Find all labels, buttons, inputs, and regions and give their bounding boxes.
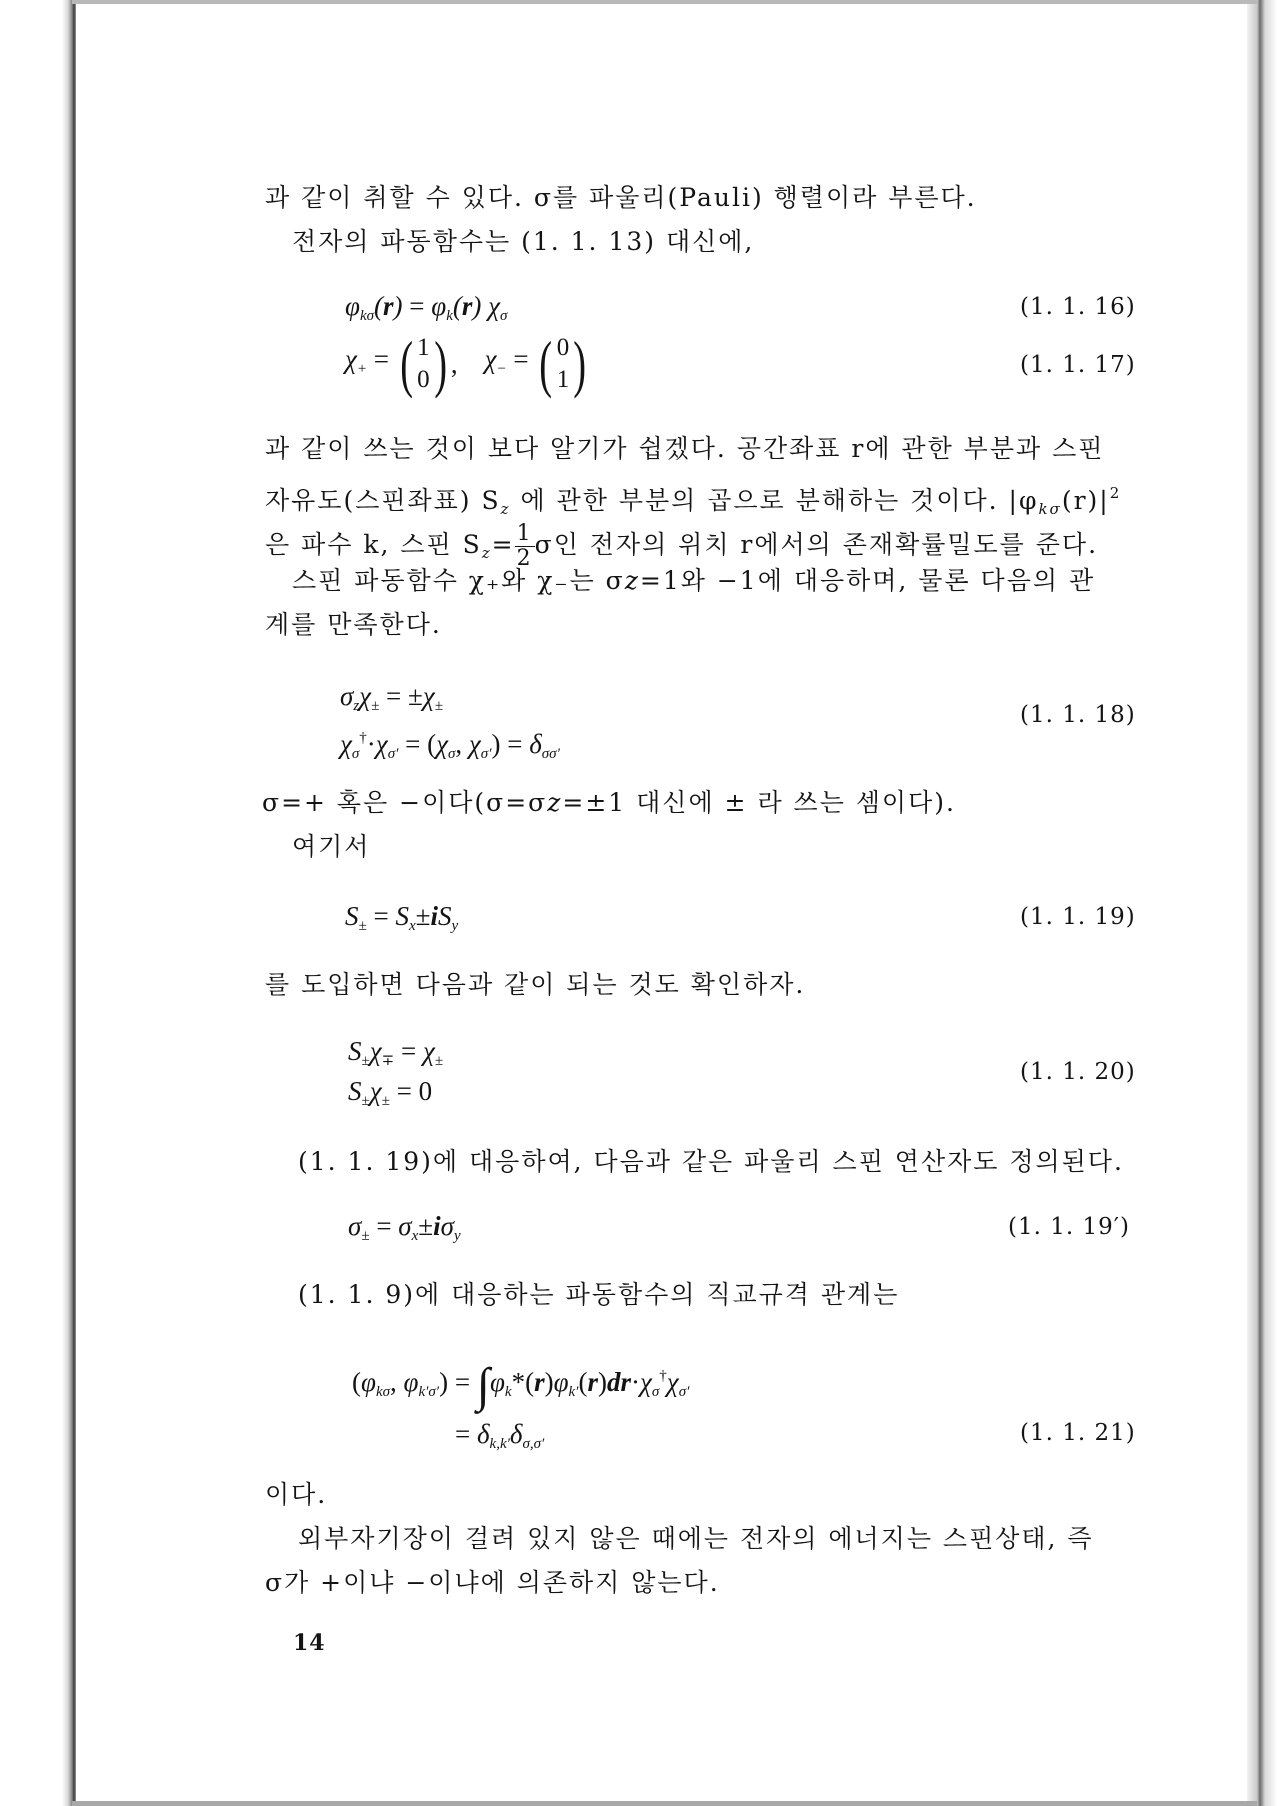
text-line: 여기서 (292, 832, 371, 861)
text-line: σ가 +이냐 −이냐에 의존하지 않는다. (265, 1568, 720, 1597)
text-line: (1. 1. 9)에 대응하는 파동함수의 직교규격 관계는 (298, 1280, 900, 1309)
equation-1-1-19-prime: $\sigma_\pm = \sigma_x\pm i\sigma_y$ (348, 1211, 461, 1244)
equation-number: (1. 1. 21) (1020, 1420, 1136, 1446)
equation-number: (1. 1. 18) (1020, 702, 1136, 728)
text-line: (1. 1. 19)에 대응하여, 다음과 같은 파울리 스핀 연산자도 정의된다. (298, 1147, 1124, 1176)
text-line: σ=+ 혹은 −이다(σ=σ𝑧=±1 대신에 ± 라 쓰는 셈이다). (262, 788, 956, 817)
equation-1-1-17: $\chi_+$ = ( 1 0) , $\chi_-$ = ( 0 1) (345, 328, 587, 399)
text-line: 를 도입하면 다음과 같이 되는 것도 확인하자. (265, 970, 806, 999)
text-line: 전자의 파동함수는 (1. 1. 13) 대신에, (292, 227, 755, 256)
text-line: 스핀 파동함수 χ₊와 χ₋는 σ𝑧=1와 −1에 대응하며, 물론 다음의 관 (292, 566, 1096, 595)
equation-1-1-18-line2: $\chi_\sigma^\dagger\cdot\chi_{\sigma'} = (\chi_\sigma$, $\chi_{\sigma'}) = \delta_{\sigma\sigma'}$ (340, 729, 560, 762)
equation-1-1-20-line1: $S_\pm\chi_\mp = \chi_\pm$ (348, 1036, 444, 1069)
equation-1-1-20-line2: $S_\pm\chi_\pm = 0$ (348, 1076, 433, 1109)
fraction-one-half: $\frac{1}{2}$ (516, 521, 533, 571)
equation-1-1-19: $S_\pm = S_x\pm iS_y$ (345, 901, 459, 934)
equation-number: (1. 1. 19) (1020, 904, 1136, 930)
text-line: 외부자기장이 걸려 있지 않은 때에는 전자의 에너지는 스핀상태, 즉 (298, 1524, 1094, 1553)
page-number: 14 (293, 1630, 326, 1656)
equation-1-1-21-line1: ($\varphi_{k\sigma}$, $\varphi_{k'\sigma'}) = \int\varphi_k*(r)\varphi_{k'}(r)dr\cdot\chi_\sigma^\dagger\chi_{\sigma'}$ (352, 1359, 690, 1412)
text-line: 은 파수 k, 스핀 $S_z=$ $\frac{1}{2}$ σ인 전자의 위치 r에서의 존재확률밀도를 준다. (265, 521, 1099, 571)
equation-number: (1. 1. 17) (1020, 352, 1136, 378)
text-line: 자유도(스핀좌표) $S_z$ 에 관한 부분의 곱으로 분해하는 것이다. $|\varphi_{k\sigma}(r)|^2$ (265, 484, 1122, 518)
text-line: 계를 만족한다. (265, 610, 442, 639)
top-edge (72, 0, 1257, 4)
left-book-edge (0, 0, 76, 1806)
right-book-edge (1247, 0, 1277, 1806)
equation-number: (1. 1. 16) (1020, 294, 1136, 320)
text-line: 과 같이 취할 수 있다. σ를 파울리(Pauli) 행렬이라 부른다. (265, 183, 977, 212)
bottom-edge (72, 1801, 1257, 1806)
equation-number: (1. 1. 20) (1020, 1059, 1136, 1085)
text-line: 과 같이 쓰는 것이 보다 알기가 쉽겠다. 공간좌표 r에 관한 부분과 스핀 (265, 434, 1105, 463)
equation-1-1-16: $\varphi_{k\sigma}(r) = \varphi_k(r)$ $\chi_\sigma$ (345, 291, 508, 324)
equation-1-1-18-line1: $\sigma_z\chi_\pm = \pm\chi_\pm$ (340, 681, 443, 714)
equation-1-1-21-line2: = $\delta_{k,k'}\delta_{\sigma,\sigma'}$ (455, 1419, 545, 1452)
text-line: 이다. (265, 1480, 328, 1509)
equation-number: (1. 1. 19′) (1008, 1214, 1130, 1240)
